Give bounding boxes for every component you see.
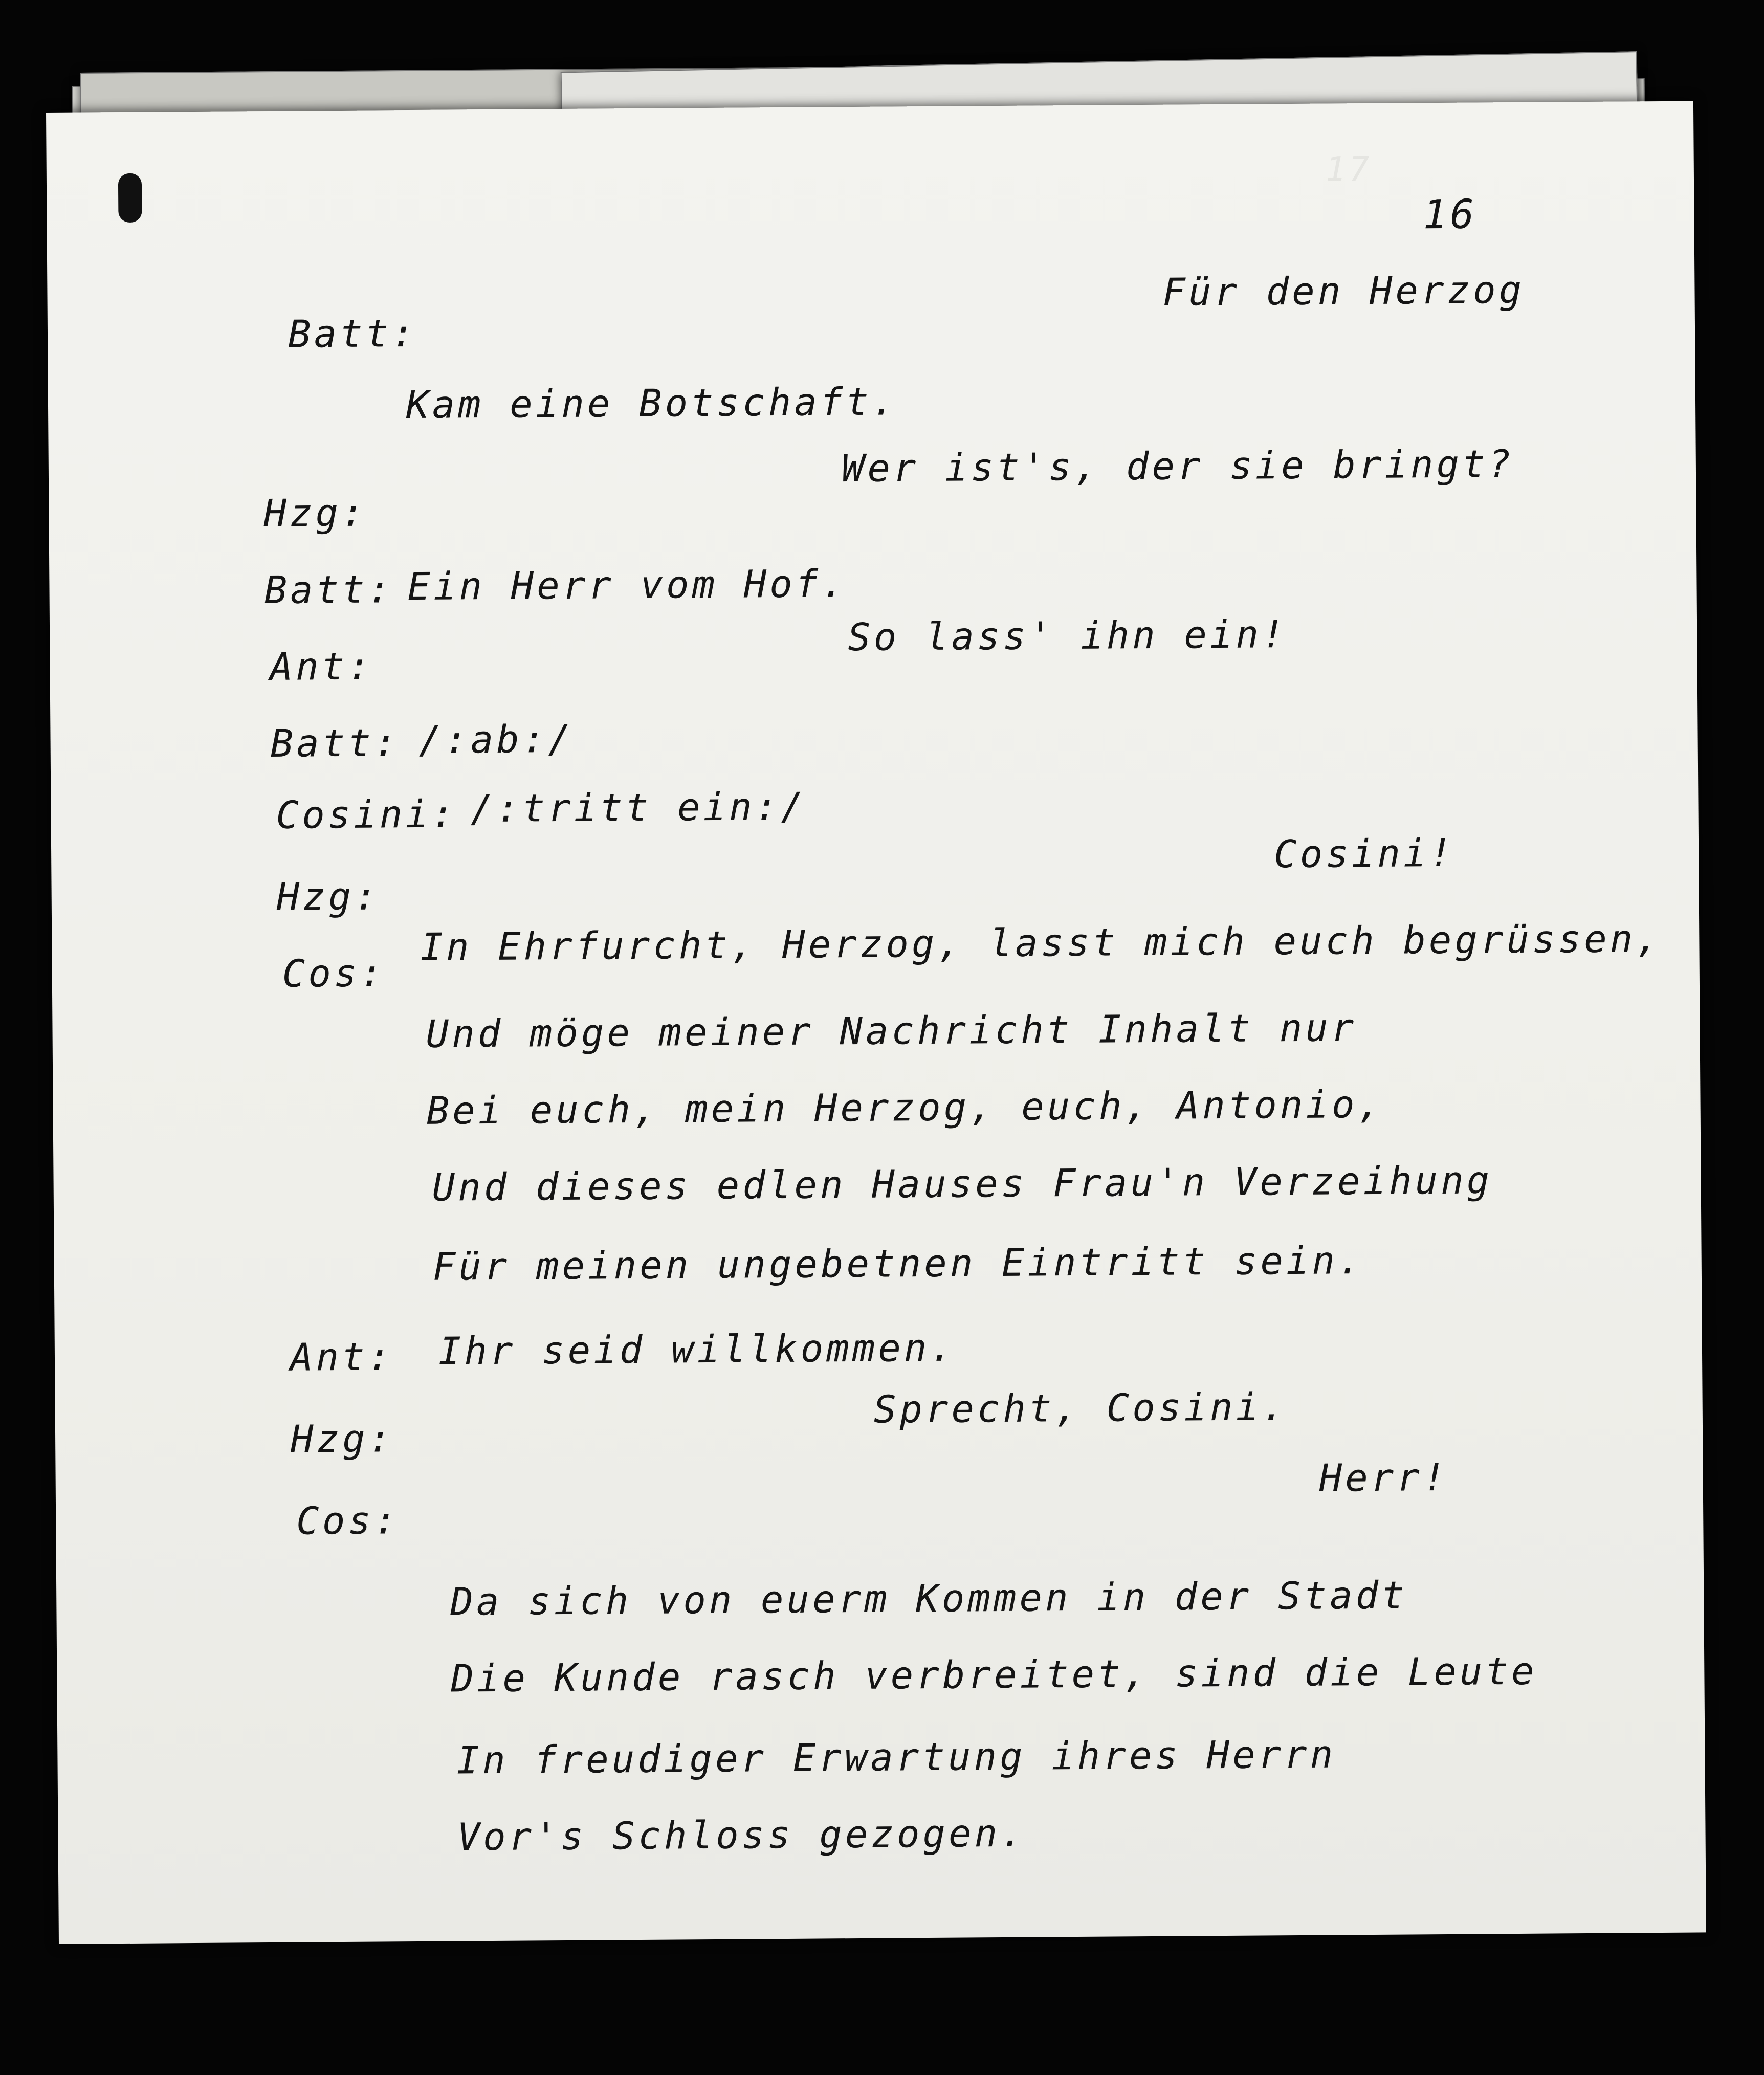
- dialogue-line: Und möge meiner Nachricht Inhalt nur: [426, 1006, 1357, 1056]
- dialogue-line: Vor's Schloss gezogen.: [457, 1811, 1026, 1860]
- speaker-label: Ant:: [290, 1335, 394, 1380]
- dialogue-line: Cosini!: [1273, 831, 1456, 877]
- dialogue-line: Sprecht, Cosini.: [873, 1385, 1288, 1432]
- dialogue-line: Für meinen ungebetnen Eintritt sein.: [432, 1239, 1364, 1289]
- speaker-label: Hzg:: [276, 874, 381, 919]
- speaker-label: Hzg:: [263, 491, 367, 536]
- dialogue-line: /:ab:/: [418, 717, 575, 762]
- dialogue-line: Wer ist's, der sie bringt?: [841, 442, 1514, 491]
- dialogue-line: Herr!: [1319, 1455, 1449, 1500]
- bleed-through-page-number: 17: [1325, 149, 1373, 189]
- speaker-label: Cos:: [282, 951, 386, 996]
- dialogue-line: In Ehrfurcht, Herzog, lasst mich euch begrüssen,: [420, 916, 1662, 969]
- dialogue-line: Ihr seid willkommen.: [438, 1326, 956, 1374]
- dialogue-line: Kam eine Botschaft.: [406, 380, 898, 428]
- dialogue-line: Da sich von euerm Kommen in der Stadt: [450, 1573, 1408, 1624]
- speaker-label: Hzg:: [290, 1417, 394, 1462]
- punch-hole: [118, 173, 142, 223]
- dialogue-line: /:tritt ein:/: [470, 784, 807, 831]
- dialogue-line: So lass' ihn ein!: [847, 612, 1288, 660]
- speaker-label: Cos:: [296, 1498, 400, 1543]
- speaker-label: Batt:: [264, 567, 394, 613]
- speaker-label: Cosini:: [276, 792, 457, 837]
- dialogue-line: Für den Herzog: [1162, 268, 1525, 315]
- dialogue-line: Und dieses edlen Hauses Frau'n Verzeihung: [432, 1158, 1493, 1210]
- dialogue-line: Die Kunde rasch verbreitet, sind die Leute: [451, 1649, 1537, 1701]
- dialogue-line: In freudiger Erwartung ihres Herrn: [456, 1732, 1336, 1783]
- speaker-label: Ant:: [270, 644, 374, 689]
- dialogue-line: Bei euch, mein Herzog, euch, Antonio,: [426, 1082, 1384, 1133]
- page-number: 16: [1423, 191, 1478, 238]
- speaker-label: Batt:: [270, 721, 400, 766]
- dialogue-line: Ein Herr vom Hof.: [407, 562, 848, 609]
- speaker-label: Batt:: [288, 311, 418, 357]
- typewritten-page: [46, 101, 1706, 1944]
